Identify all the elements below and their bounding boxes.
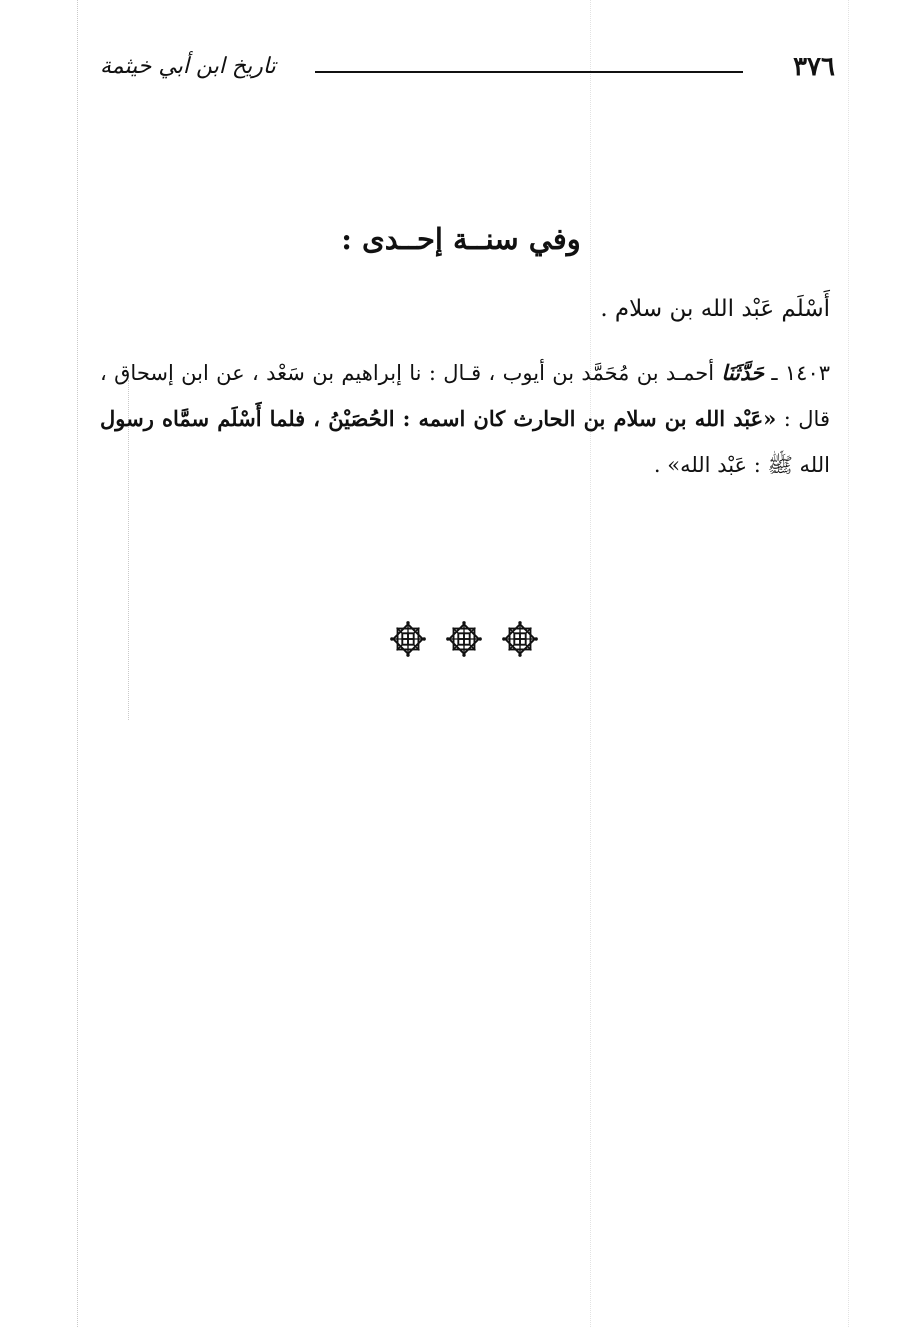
ornament-star-icon [501, 620, 539, 658]
header-rule [315, 71, 743, 73]
ornament-star-icon [389, 620, 427, 658]
hadith-ending: الله ﷺ : عَبْد الله» . [653, 453, 830, 477]
intro-line: أَسْلَم عَبْد الله بن سلام . [600, 296, 830, 322]
scan-guide-line [848, 0, 849, 1327]
scan-guide-line [77, 0, 78, 1327]
page-header [100, 52, 835, 88]
hadith-quote: «عَبْد الله بن سلام بن الحارث كان اسمه : الحُصَيْنُ ، فلما أَسْلَم سمَّاه رسول [100, 406, 777, 431]
running-title: تاريخ ابن أبي خيثمة [100, 54, 276, 79]
scan-guide-line [590, 0, 591, 1327]
hadith-number: ١٤٠٣ ـ [771, 361, 831, 385]
ornament-star-icon [445, 620, 483, 658]
section-heading: وفي سنــة إحــدى : [341, 222, 581, 256]
section-divider-ornaments [389, 620, 539, 658]
hadith-chain: أحمـد بن مُحَمَّد بن أيوب ، قـال : نا إبراهيم بن سَعْد ، عن ابن إسحاق ، قال : [100, 361, 830, 431]
hadith-narration-word: حَدَّثَنَا [721, 360, 765, 385]
page-number: ٣٧٦ [793, 52, 835, 82]
hadith-paragraph [100, 350, 830, 488]
